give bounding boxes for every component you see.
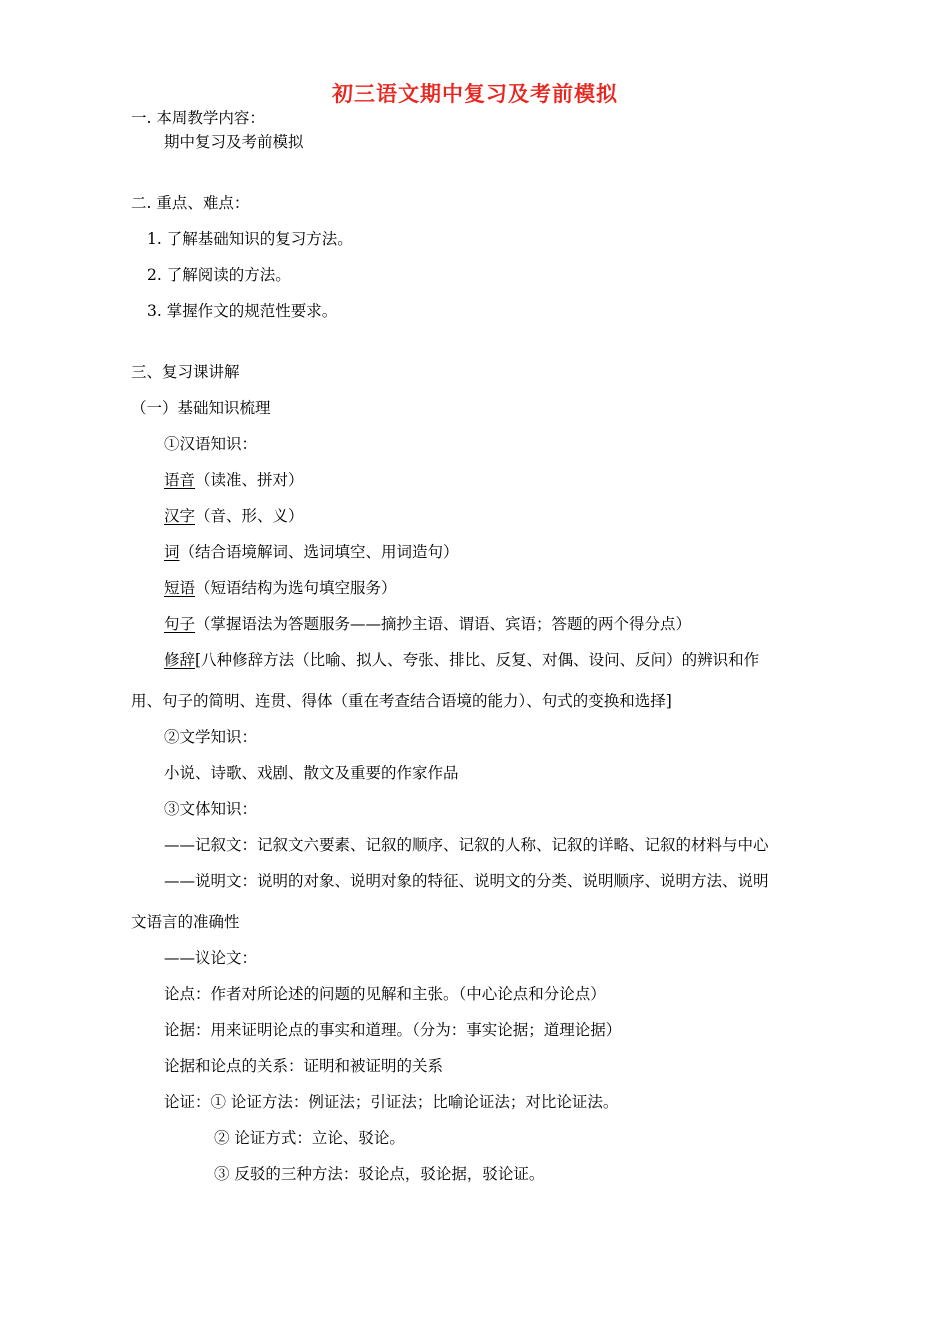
yilun-heading: ——议论文： — [164, 949, 258, 967]
wenxue-heading: ②文学知识： — [164, 728, 258, 746]
list-item: 3. 掌握作文的规范性要求。 — [147, 302, 338, 320]
lunzheng-line: 论证：① 论证方法：例证法；引证法；比喻论证法；对比论证法。 — [164, 1093, 619, 1111]
term: 修辞 — [164, 651, 196, 669]
lunju-line: 论据：用来证明论点的事实和道理。（分为：事实论据；道理论据） — [164, 1021, 622, 1039]
wenti-heading: ③文体知识： — [164, 800, 258, 818]
list-item: 1. 了解基础知识的复习方法。 — [147, 230, 353, 248]
term: 短语 — [164, 579, 196, 597]
document-title: 初三语文期中复习及考前模拟 — [332, 82, 618, 106]
juzi-line: 句子（掌握语法为答题服务——摘抄主语、谓语、宾语；答题的两个得分点） — [164, 615, 692, 633]
subsection-heading: （一）基础知识梳理 — [131, 399, 271, 417]
section-1-heading: 一. 本周教学内容： — [131, 109, 265, 127]
ci-line: 词（结合语境解词、选词填空、用词造句） — [164, 543, 459, 561]
wenxue-content: 小说、诗歌、戏剧、散文及重要的作家作品 — [164, 764, 459, 782]
section-3-heading: 三、复习课讲解 — [131, 363, 240, 381]
hanzi-line: 汉字（音、形、义） — [164, 507, 304, 525]
shuoming-cont: 文语言的准确性 — [131, 913, 240, 931]
hanyu-heading: ①汉语知识： — [164, 435, 258, 453]
shuoming-line: ——说明文：说明的对象、说明对象的特征、说明文的分类、说明顺序、说明方法、说明 — [164, 872, 769, 890]
lunzheng-line-3: ③ 反驳的三种方法：驳论点，驳论据，驳论证。 — [214, 1165, 545, 1183]
list-item: 2. 了解阅读的方法。 — [147, 266, 291, 284]
jixu-line: ——记叙文：记叙文六要素、记叙的顺序、记叙的人称、记叙的详略、记叙的材料与中心 — [164, 836, 769, 854]
term: 汉字 — [164, 507, 196, 525]
term: 词 — [164, 543, 180, 561]
lundian-line: 论点：作者对所论述的问题的见解和主张。（中心论点和分论点） — [164, 985, 606, 1003]
term: 语音 — [164, 471, 196, 489]
xiuci-cont: 用、句子的简明、连贯、得体（重在考查结合语境的能力）、句式的变换和选择] — [131, 692, 672, 710]
guanxi-line: 论据和论点的关系：证明和被证明的关系 — [164, 1057, 444, 1075]
duanyu-line: 短语（短语结构为选句填空服务） — [164, 579, 397, 597]
yuyin-line: 语音（读准、拼对） — [164, 471, 304, 489]
term: 句子 — [164, 615, 196, 633]
section-2-heading: 二. 重点、难点： — [131, 194, 250, 212]
section-1-content: 期中复习及考前模拟 — [164, 133, 304, 151]
lunzheng-line-2: ② 论证方式：立论、驳论。 — [214, 1129, 405, 1147]
xiuci-line: 修辞[八种修辞方法（比喻、拟人、夸张、排比、反复、对偶、设问、反问）的辨识和作 — [164, 651, 760, 669]
